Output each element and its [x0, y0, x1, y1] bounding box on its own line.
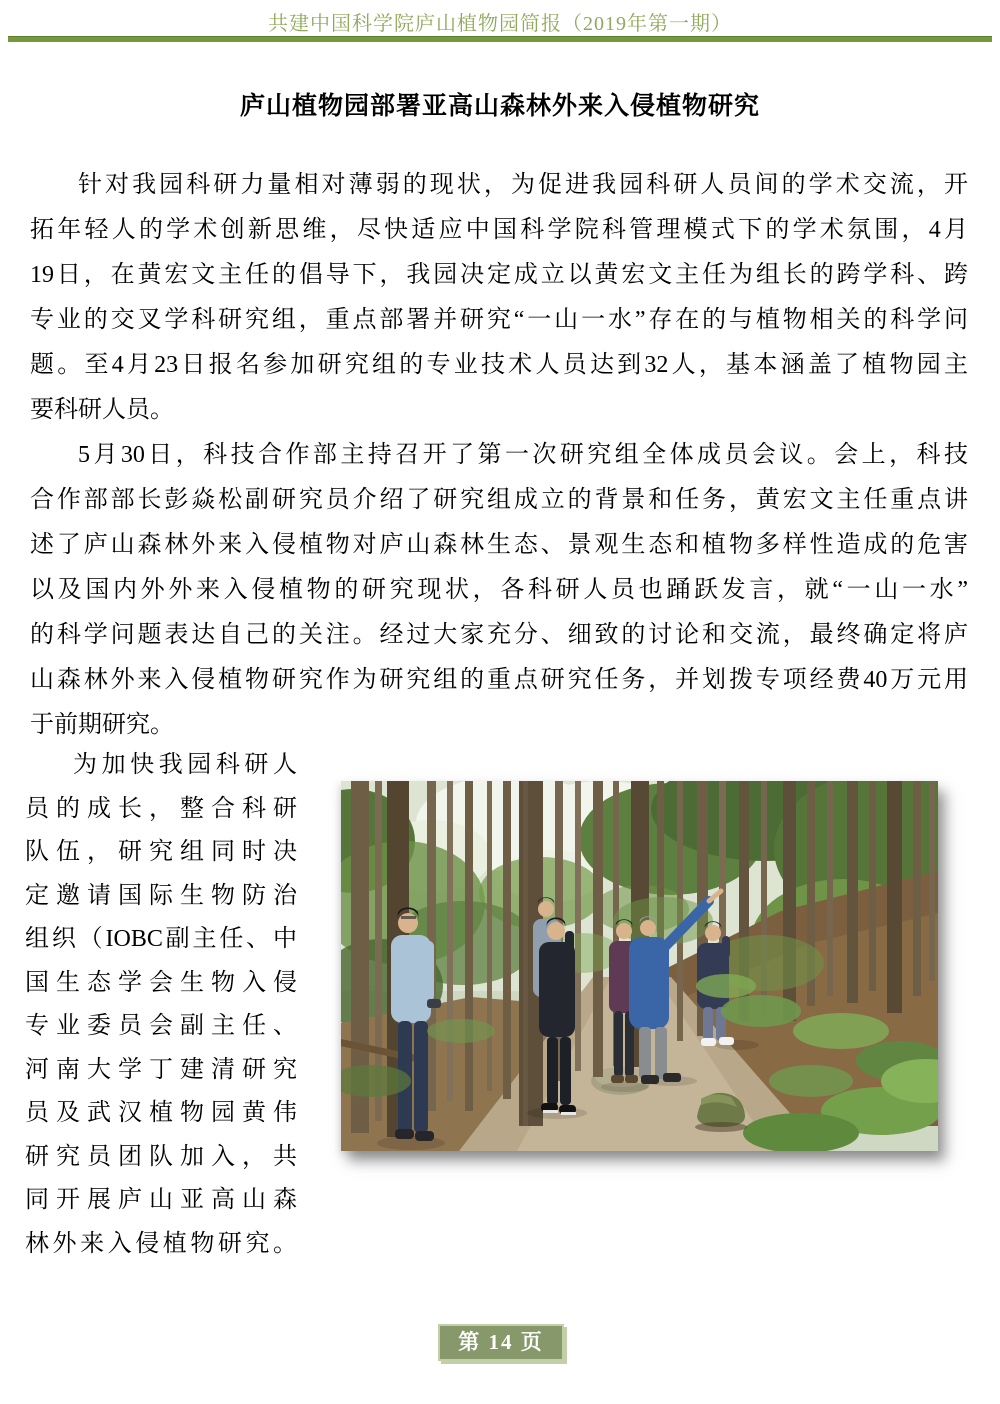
text-line: 针对我园科研力量相对薄弱的现状，为促进我园科研人员间的学术交流，开: [78, 172, 968, 198]
forest-photo: [341, 781, 938, 1151]
text-line: 要科研人员。: [30, 397, 174, 423]
text-line: 山森林外来入侵植物研究作为研究组的重点研究任务，并划拨专项经费40万元用: [30, 667, 968, 693]
article-body: [30, 163, 968, 748]
text-line: 以及国内外外来入侵植物的研究现状，各科研人员也踊跃发言，就“一山一水”: [30, 577, 968, 603]
text-line: 队伍，研究组同时决: [25, 839, 297, 865]
text-line: 5月30日，科技合作部主持召开了第一次研究组全体成员会议。会上，科技: [78, 442, 968, 468]
article-title: 庐山植物园部署亚高山森林外来入侵植物研究: [239, 92, 760, 120]
forest-photo-illustration: [341, 781, 938, 1151]
text-line: 研究员团队加入，共: [25, 1143, 297, 1170]
page-number-badge: 第 14 页: [438, 1324, 564, 1361]
text-line: 19日，在黄宏文主任的倡导下，我园决定成立以黄宏文主任为组长的跨学科、跨: [30, 262, 968, 288]
text-line: 员的成长，整合科研: [25, 795, 297, 822]
text-line: 河南大学丁建清研究: [25, 1056, 297, 1083]
text-line: 专业的交叉学科研究组，重点部署并研究“一山一水”存在的与植物相关的科学问: [30, 307, 968, 333]
bulletin-header-title: 共建中国科学院庐山植物园简报（2019年第一期）: [268, 13, 732, 35]
text-line: 为加快我园科研人: [73, 752, 297, 778]
side-text-column: [25, 744, 297, 1266]
text-line: 组织（IOBC副主任、中: [25, 926, 297, 952]
text-line: 合作部部长彭焱松副研究员介绍了研究组成立的背景和任务，黄宏文主任重点讲: [30, 487, 968, 513]
header-divider-rule: [8, 36, 992, 42]
text-line: 题。至4月23日报名参加研究组的专业技术人员达到32人，基本涵盖了植物园主: [30, 352, 968, 378]
text-line: 述了庐山森林外来入侵植物对庐山森林生态、景观生态和植物多样性造成的危害: [30, 532, 968, 558]
text-line: 同开展庐山亚高山森: [25, 1187, 297, 1213]
text-line: 拓年轻人的学术创新思维，尽快适应中国科学院科管理模式下的学术氛围，4月: [30, 217, 968, 243]
text-line: 员及武汉植物园黄伟: [25, 1100, 297, 1126]
text-line: 于前期研究。: [30, 712, 174, 738]
text-line: 的科学问题表达自己的关注。经过大家充分、细致的讨论和交流，最终确定将庐: [30, 622, 968, 648]
text-line: 定邀请国际生物防治: [25, 882, 297, 909]
text-line: 林外来入侵植物研究。: [25, 1230, 297, 1257]
text-line: 专业委员会副主任、: [25, 1013, 297, 1039]
text-line: 国生态学会生物入侵: [25, 969, 297, 996]
